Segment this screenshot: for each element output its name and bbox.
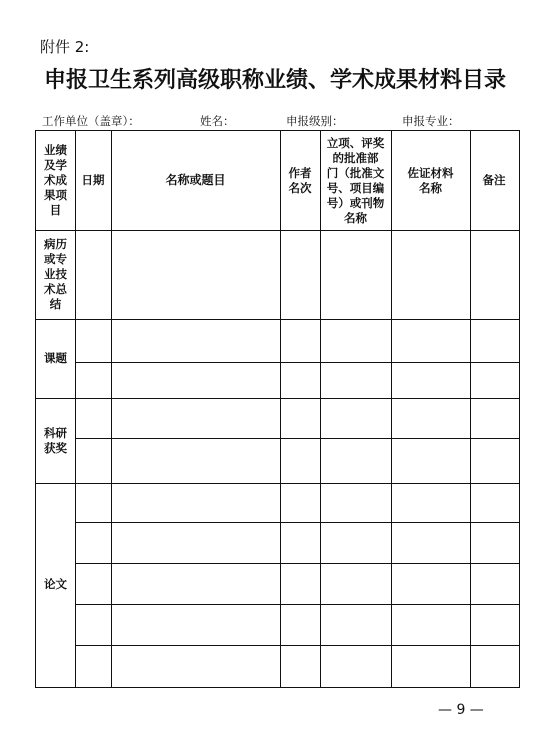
page-number: — 9 — xyxy=(438,702,484,718)
header-remark: 备注 xyxy=(482,173,506,187)
row-divider xyxy=(36,483,519,484)
row-divider xyxy=(75,604,519,605)
materials-table xyxy=(35,130,520,688)
section-project: 课题 xyxy=(44,351,67,365)
header-category: 业绩 及学 术成 果项 目 xyxy=(44,143,67,217)
page-title: 申报卫生系列高级职称业绩、学术成果材料目录 xyxy=(43,67,506,93)
row-divider xyxy=(75,362,519,363)
major-label: 申报专业： xyxy=(402,114,460,128)
attachment-label: 附件 2: xyxy=(40,38,90,56)
row-divider xyxy=(36,230,519,231)
level-label: 申报级别： xyxy=(286,114,344,128)
header-approval: 立项、评奖 的批准部 门（批准文 号、项目编 号）或刊物 名称 xyxy=(326,135,385,225)
header-author-rank: 作者 名次 xyxy=(288,165,312,195)
row-divider xyxy=(75,438,519,439)
header-title: 名称或题目 xyxy=(165,173,226,187)
section-case-summary: 病历 或专 业技 术总 结 xyxy=(44,237,67,311)
applicant-info-row xyxy=(0,113,550,129)
header-evidence: 佐证材料 名称 xyxy=(407,165,454,195)
row-divider xyxy=(75,522,519,523)
unit-label: 工作单位（盖章）： xyxy=(42,114,140,128)
row-divider xyxy=(75,645,519,646)
row-divider xyxy=(36,398,519,399)
row-divider xyxy=(75,563,519,564)
section-paper: 论文 xyxy=(44,577,67,591)
section-research-award: 科研 获奖 xyxy=(44,425,67,455)
row-divider xyxy=(36,319,519,320)
header-date: 日期 xyxy=(81,173,105,187)
name-label: 姓名： xyxy=(200,114,235,128)
